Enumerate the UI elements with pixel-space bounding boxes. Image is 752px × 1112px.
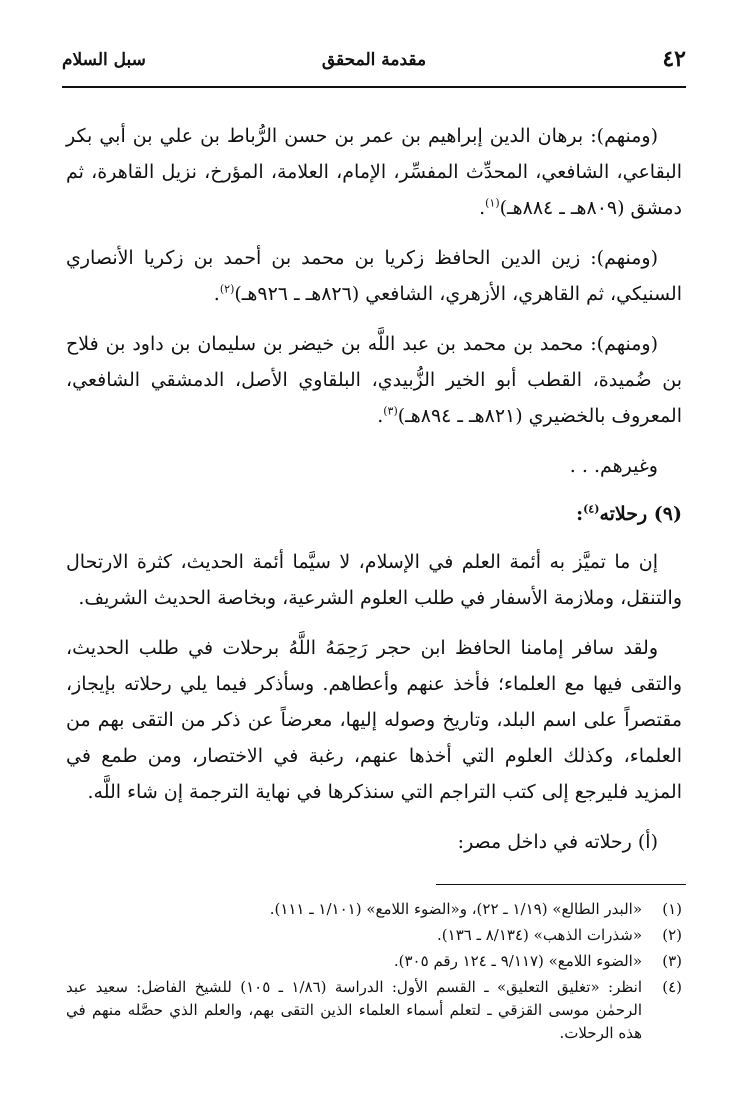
footnote-text: انظر: «تغليق التعليق» ـ القسم الأول: الدراسة (١/٨٦ ـ ١٠٥) للشيخ الفاضل: سعيد عبد الرحمٰن موسى القزقي ـ لتعلم أسماء العلماء الذين التقى بهم، والعلم الذي حصَّله منهم في هذه الرحلات.: [66, 978, 642, 1042]
paragraph-travels-egypt: (أ) رحلاته في داخل مصر:: [457, 831, 658, 853]
footnote-divider: [436, 884, 686, 885]
main-text: [66, 118, 682, 874]
footnote-item: [66, 950, 682, 973]
footnote-item: [66, 924, 682, 947]
footnotes: [66, 898, 682, 1048]
footnote-number: (٣): [662, 952, 682, 970]
section-heading-travels: (٩) رحلاته$^{(٤)}$:: [576, 502, 682, 525]
footnote-text: «البدر الطالع» (١/١٩ ـ ٢٢)، و«الضوء اللامع» (١/١٠١ ـ ١١١).: [269, 900, 642, 918]
footnote-text: «شذرات الذهب» (٨/١٣٤ ـ ١٣٦).: [437, 926, 642, 944]
paragraph-scholar-1: (ومنهم): برهان الدين إبراهيم بن عمر بن حسن الرُّباط بن علي بن أبي بكر البقاعي، الشافعي، المحدِّث المفسِّر، الإمام، العلامة، المؤرخ، نزيل القاهرة، ثم دمشق (٨٠٩هـ ـ ٨٨٤هـ)$^{(١)}$.: [66, 125, 682, 219]
header-divider: [62, 86, 686, 88]
footnote-text: «الضوء اللامع» (٩/١١٧ ـ ١٢٤ رقم ٣٠٥).: [393, 952, 642, 970]
paragraph-scholar-2: (ومنهم): زين الدين الحافظ زكريا بن محمد بن أحمد بن زكريا الأنصاري السنيكي، ثم القاهري، الأزهري، الشافعي (٨٢٦هـ ـ ٩٢٦هـ)$^{(٢)}$.: [66, 247, 682, 305]
paragraph-travel-intro: إن ما تميَّز به أئمة العلم في الإسلام، لا سيَّما أئمة الحديث، كثرة الارتحال والتنقل، وملازمة الأسفار في طلب العلوم الشرعية، وبخاصة الحديث الشريف.: [66, 551, 682, 609]
paragraph-travel-details: ولقد سافر إمامنا الحافظ ابن حجر رَحِمَهُ اللَّهُ برحلات في طلب الحديث، والتقى فيها مع العلماء؛ فأخذ عنهم وأعطاهم. وسأذكر فيما يلي رحلاته بإيجاز، مقتصراً على اسم البلد، وتاريخ وصوله إليها، معرضاً عن ذكر من التقى بهم من العلماء، وكذلك العلوم التي أخذها عنهم، رغبة في الاختصار، ومن طمع في المزيد فليرجع إلى كتب التراجم التي سنذكرها في نهاية الترجمة إن شاء اللَّه.: [66, 637, 682, 803]
footnote-ref-4[interactable]: (٤): [583, 502, 600, 516]
footnote-number: (١): [662, 900, 682, 918]
page-number: ٤٢: [662, 46, 686, 72]
paragraph-others: وغيرهم. . .: [569, 455, 658, 477]
footnote-number: (٢): [662, 926, 682, 944]
chapter-title: مقدمة المحقق: [321, 50, 427, 70]
footnote-number: (٤): [662, 978, 682, 996]
page-header: [62, 46, 686, 82]
footnote-item: [66, 976, 682, 1045]
footnote-ref-3[interactable]: (٣): [383, 404, 398, 418]
footnote-item: [66, 898, 682, 921]
paragraph-scholar-3: (ومنهم): محمد بن محمد بن عبد اللَّه بن خيضر بن سليمان بن داود بن فلاح بن ضُميدة، القطب أبو الخير الزُّبيدي، البلقاوي الأصل، الدمشقي الشافعي، المعروف بالخضيري (٨٢١هـ ـ ٨٩٤هـ)$^{(٣)}$.: [66, 333, 682, 427]
footnote-ref-2[interactable]: (٢): [219, 282, 235, 296]
book-title: سبل السلام: [62, 50, 146, 70]
footnote-ref-1[interactable]: (١): [485, 196, 500, 210]
